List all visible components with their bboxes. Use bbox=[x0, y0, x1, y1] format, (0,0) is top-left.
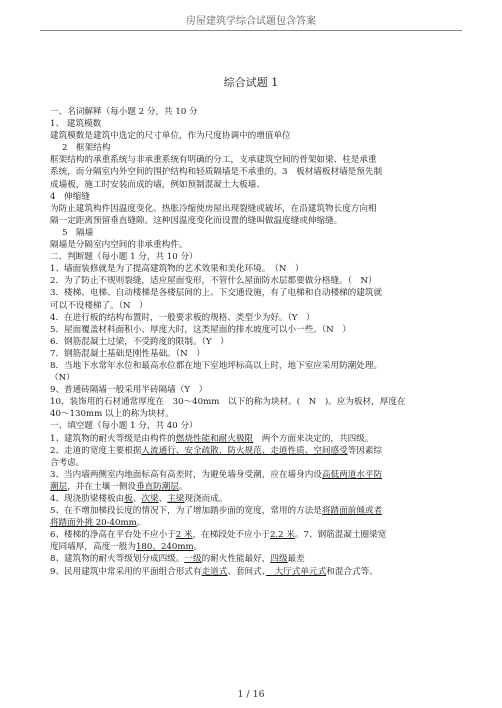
answer-text: 隔墙是分隔室内空间的非承重构件。 bbox=[50, 240, 188, 251]
fill-text: 的耐火性能最好， bbox=[201, 554, 271, 565]
fill-answer: 大厅式 bbox=[266, 566, 301, 577]
fill-text: 9、民用建筑中常采用的平面组合形式有 bbox=[50, 566, 202, 577]
page-title: 综合试题 1 bbox=[223, 76, 279, 89]
fill-item bbox=[50, 469, 468, 481]
answer-text: 框架结构的承重系统与非承重系统有明确的分工，支承建筑空间的骨架如梁、柱是承重 bbox=[50, 155, 377, 166]
fill-text: 、 bbox=[158, 494, 168, 504]
fill-answer: 将踏面前倾或者 bbox=[321, 506, 383, 517]
fill-text: ，在梯段处不应小于 bbox=[192, 530, 270, 541]
judgement-item: 6．钢筋混凝土过梁，不受跨度的限制。（Y ） bbox=[50, 336, 229, 347]
question-title: 5 隔墙 bbox=[62, 227, 94, 238]
fill-text: ，并在土壤一侧设 bbox=[67, 481, 136, 492]
fill-text: 4、现浇肋梁楼板由 bbox=[50, 494, 125, 504]
section-heading: 一、填空题（每小题 1 分，共 40 分） bbox=[50, 421, 198, 432]
judgement-item: 2．为了防止不规则裂缝，适应屋面变形，不管什么屋面防水层都要做分格缝。（ N） bbox=[50, 276, 377, 287]
fill-answer: 走道式 bbox=[201, 566, 228, 577]
fill-answer: 板 bbox=[124, 494, 133, 504]
judgement-item: 1、墙面装修就是为了提高建筑物的艺术效果和美化环境。 （N ） bbox=[50, 264, 304, 275]
question-title: 2 框架结构 bbox=[62, 143, 111, 154]
fill-text: 2、走道的宽度主要根据 bbox=[50, 445, 142, 456]
fill-item bbox=[50, 445, 468, 457]
fill-answer: 高低两道水平防 bbox=[321, 469, 383, 480]
answer-text: 成墙板，施工时安装而成的墙，例如预制混凝土大板墙、 bbox=[50, 179, 265, 190]
judgement-item: 可以不设楼梯了。（N ） bbox=[50, 300, 148, 311]
page-header: 房屋建筑学综合试题包含答案 bbox=[40, 12, 462, 31]
fill-answer: 单元式 bbox=[300, 566, 327, 577]
document-body bbox=[50, 106, 468, 578]
judgement-item: 4．在进行板的结构布置时，一般要求板的规格、类型少为好。（Y ） bbox=[50, 312, 315, 323]
fill-item bbox=[50, 541, 468, 553]
fill-text: 等因素综 bbox=[347, 445, 383, 456]
fill-answer: 2.2 米 bbox=[269, 530, 295, 541]
fill-answer: 垂直防潮层 bbox=[135, 481, 179, 492]
question-title: 4 伸缩缝 bbox=[50, 191, 90, 202]
answer-text: 系统，而分隔室内外空间的围护结构和轻质隔墙是不承重的。3 板材墙板材墙是预先制 bbox=[50, 167, 383, 178]
fill-text: 1、建筑物的耐火等级是由构件的 bbox=[50, 433, 176, 444]
fill-text: 5、在不增加梯段长度的情况下，为了增加踏步面的宽度，常用的方法是 bbox=[50, 506, 322, 517]
fill-text: 3、当内墙两侧室内地面标高有高差时，为避免墙身受潮，应在墙身内设 bbox=[50, 469, 322, 480]
fill-text: 、套间式、 bbox=[227, 566, 267, 577]
answer-text: 建筑模数是建筑中选定的尺寸单位，作为尺度协调中的增值单位 bbox=[50, 131, 291, 142]
fill-answer: 一级 bbox=[184, 554, 202, 565]
judgement-item: 9、普通砖隔墙一般采用半砖隔墙（Y ） bbox=[50, 385, 208, 396]
answer-text: 为防止建筑构件因温度变化、热胀冷缩使房屋出现裂缝或破坏，在沿建筑物长度方向相 bbox=[50, 203, 377, 214]
judgement-item: （N） bbox=[50, 373, 75, 384]
fill-item bbox=[50, 566, 468, 578]
fill-answer: 潮层 bbox=[50, 481, 68, 492]
fill-answer: 人流通行、安全疏散、防火规范、走道性质、空间感受 bbox=[141, 445, 348, 456]
judgement-item: 8．当地下水常年水位和最高水位都在地下室地坪标高以上时，地下室应采用防潮处理。 bbox=[50, 360, 383, 371]
question-title: 1、 建筑模数 bbox=[50, 119, 102, 130]
judgement-item: 5．屋面覆盖材料面积小、厚度大时，这类屋面的排水坡度可以小一些。（N ） bbox=[50, 324, 351, 335]
fill-text: 两个方面来决定的，共四级。 bbox=[253, 433, 374, 444]
fill-answer: 将踏面外挑 20-40mm bbox=[50, 518, 137, 529]
fill-text: 和混合式等。 bbox=[326, 566, 378, 577]
fill-item: 合考虑。 bbox=[50, 457, 85, 468]
fill-text: 、 bbox=[132, 494, 142, 504]
fill-text: 现浇而成。 bbox=[184, 494, 228, 504]
fill-answer: 燃烧性能和耐火极限 bbox=[175, 433, 254, 444]
fill-answer: 180、240mm bbox=[135, 542, 194, 553]
fill-item bbox=[50, 553, 468, 565]
answer-text: 隔一定距离预留垂直缝隙。这种因温度变化而设置的缝叫做温度缝或伸缩缝。 bbox=[50, 215, 343, 226]
judgement-item: 7．钢筋混凝土基础是刚性基础。（N ） bbox=[50, 348, 205, 359]
page-number: 1 / 16 bbox=[237, 689, 265, 700]
fill-item bbox=[50, 529, 468, 541]
fill-text: 最差 bbox=[287, 554, 305, 565]
fill-item bbox=[50, 505, 468, 517]
fill-text: 6、楼梯的净高在平台处不应小于 bbox=[50, 530, 176, 541]
fill-text: 。 bbox=[136, 518, 146, 529]
fill-text: 8、建筑物的耐火等级划分成四级。 bbox=[50, 554, 185, 565]
section-heading: 一、名词解释（每小题 2 分，共 10 分 bbox=[50, 107, 198, 117]
judgement-item: 10、装饰用的石材通常厚度在 30～40mm 以下的称为块材。( N )。应为板材，厚度在 bbox=[50, 397, 406, 408]
fill-answer: 主梁 bbox=[167, 494, 185, 504]
fill-item bbox=[50, 517, 468, 529]
fill-text: 度同墙厚，高度一般为 bbox=[50, 542, 136, 553]
fill-item bbox=[50, 493, 468, 505]
fill-answer: 四级 bbox=[270, 554, 288, 565]
fill-text: 。 bbox=[193, 542, 203, 553]
judgement-item: 40～130mm 以上的称为块材。 bbox=[50, 409, 174, 420]
fill-item bbox=[50, 433, 468, 445]
fill-item bbox=[50, 481, 468, 493]
judgement-item: 3．楼梯、电梯、自动楼梯是各楼层间的上、下交通设施，有了电梯和自动楼梯的建筑就 bbox=[50, 288, 383, 299]
fill-answer: 次梁 bbox=[141, 494, 159, 504]
fill-text: 。 bbox=[178, 481, 188, 492]
fill-text: 。7、钢筋混凝土圈梁宽 bbox=[294, 530, 387, 541]
fill-answer: 2 米 bbox=[175, 530, 193, 541]
section-heading: 二、判断题（每小题 1 分，共 10 分） bbox=[50, 252, 198, 263]
